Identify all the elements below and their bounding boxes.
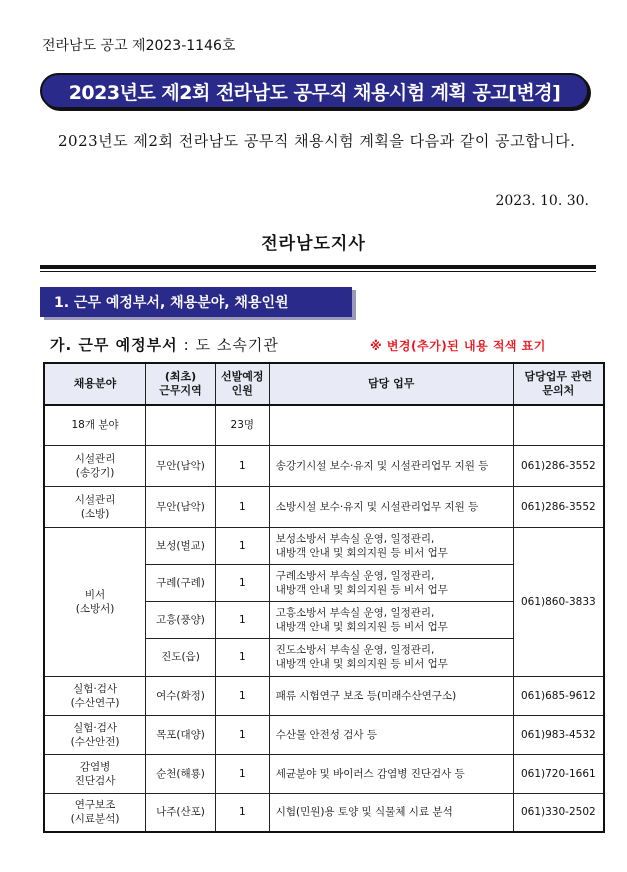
subsection-colon: : [183, 336, 190, 354]
cell-region: 무안(남악) [146, 445, 216, 486]
cell-contact: 061)286-3552 [513, 445, 604, 486]
page-title: 2023년도 제2회 전라남도 공무직 채용시험 계획 공고[변경] [40, 73, 589, 109]
cell-task: 진도소방서 부속실 운영, 일정관리, 내방객 안내 및 회의지원 등 비서 업무 [269, 638, 513, 676]
cell-region: 고흥(풍양) [146, 601, 216, 638]
cell-region: 무안(남악) [146, 486, 216, 527]
cell-region: 보성(벌교) [146, 527, 216, 564]
cell-region [146, 405, 216, 445]
cell-task: 세균분야 및 바이러스 감염병 진단검사 등 [269, 754, 513, 793]
cell-count: 1 [215, 601, 269, 638]
intro-paragraph: 2023년도 제2회 전라남도 공무직 채용시험 계획을 다음과 같이 공고합니다. [58, 132, 576, 150]
cell-contact: 061)860-3833 [513, 527, 604, 676]
cell-task: 구례소방서 부속실 운영, 일정관리, 내방객 안내 및 회의지원 등 비서 업무 [269, 564, 513, 601]
table-row [44, 793, 604, 832]
cell-task: 수산물 안전성 검사 등 [269, 715, 513, 754]
table-row [44, 527, 604, 564]
change-note: ※ 변경(추가)된 내용 적색 표기 [370, 339, 546, 353]
cell-field: 연구보조 (시료분석) [44, 793, 146, 832]
cell-contact: 061)685-9612 [513, 676, 604, 715]
cell-region: 순천(해룡) [146, 754, 216, 793]
cell-task: 고흥소방서 부속실 운영, 일정관리, 내방객 안내 및 회의지원 등 비서 업무 [269, 601, 513, 638]
subsection-heading [50, 334, 279, 355]
divider-thick [40, 265, 596, 269]
cell-field: 18개 분야 [44, 405, 146, 445]
cell-contact: 061)330-2502 [513, 793, 604, 832]
cell-task: 보성소방서 부속실 운영, 일정관리, 내방객 안내 및 회의지원 등 비서 업무 [269, 527, 513, 564]
cell-contact: 061)286-3552 [513, 486, 604, 527]
cell-count: 1 [215, 638, 269, 676]
cell-field: 비서 (소방서) [44, 527, 146, 676]
cell-field: 시설관리 (송강기) [44, 445, 146, 486]
cell-count: 1 [215, 676, 269, 715]
cell-field: 시설관리 (소방) [44, 486, 146, 527]
cell-region: 구례(구례) [146, 564, 216, 601]
header-field: 채용분야 [44, 363, 146, 405]
table-row [44, 445, 604, 486]
cell-task: 소방시설 보수·유지 및 시설관리업무 지원 등 [269, 486, 513, 527]
cell-count: 1 [215, 486, 269, 527]
cell-task: 송강기시설 보수·유지 및 시설관리업무 지원 등 [269, 445, 513, 486]
cell-field: 실험·검사 (수산안전) [44, 715, 146, 754]
cell-contact [513, 405, 604, 445]
cell-field: 실험·검사 (수산연구) [44, 676, 146, 715]
recruitment-table [43, 362, 605, 833]
table-total-row [44, 405, 604, 445]
subsection-value: 도 소속기관 [195, 336, 279, 354]
cell-region: 목포(대양) [146, 715, 216, 754]
cell-count: 1 [215, 445, 269, 486]
cell-task [269, 405, 513, 445]
header-task: 담당 업무 [269, 363, 513, 405]
notice-number: 전라남도 공고 제2023-1146호 [42, 38, 236, 54]
table-header-row [44, 363, 604, 405]
cell-contact: 061)720-1661 [513, 754, 604, 793]
cell-count: 23명 [215, 405, 269, 445]
subsection-label: 가. 근무 예정부서 [50, 336, 178, 354]
cell-count: 1 [215, 793, 269, 832]
header-contact: 담당업무 관련 문의처 [513, 363, 604, 405]
cell-region: 진도(읍) [146, 638, 216, 676]
cell-count: 1 [215, 754, 269, 793]
cell-region: 나주(산포) [146, 793, 216, 832]
cell-contact: 061)983-4532 [513, 715, 604, 754]
header-count: 선발예정 인원 [215, 363, 269, 405]
table-row [44, 486, 604, 527]
cell-count: 1 [215, 715, 269, 754]
cell-count: 1 [215, 564, 269, 601]
announcement-date: 2023. 10. 30. [495, 193, 589, 209]
issuer-name: 전라남도지사 [261, 234, 366, 254]
section-heading: 1. 근무 예정부서, 채용분야, 채용인원 [40, 287, 352, 317]
cell-task: 패류 시험연구 보조 등(미래수산연구소) [269, 676, 513, 715]
table-row [44, 754, 604, 793]
divider-thin [40, 271, 596, 272]
cell-count: 1 [215, 527, 269, 564]
header-region: (최초) 근무지역 [146, 363, 216, 405]
cell-region: 여수(화정) [146, 676, 216, 715]
table-row [44, 676, 604, 715]
cell-field: 감염병 진단검사 [44, 754, 146, 793]
table-row [44, 715, 604, 754]
cell-task: 시험(민원)용 토양 및 식물체 시료 분석 [269, 793, 513, 832]
